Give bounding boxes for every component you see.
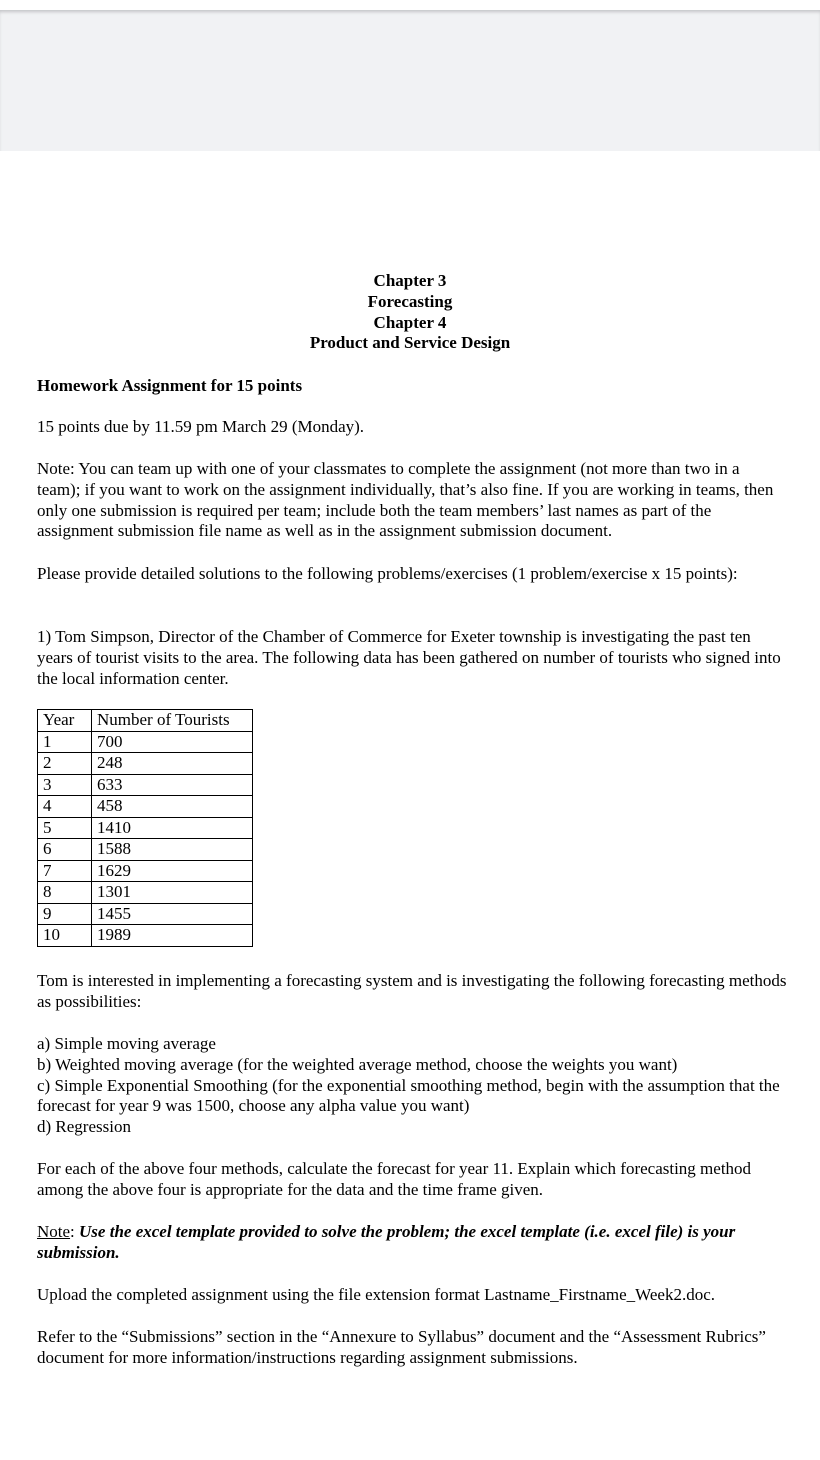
year-cell: 2 bbox=[38, 753, 92, 775]
table-row bbox=[38, 817, 253, 839]
table-row bbox=[38, 753, 253, 775]
tourist-data-table bbox=[37, 709, 253, 947]
table-row bbox=[38, 796, 253, 818]
year-cell: 6 bbox=[38, 839, 92, 861]
team-note: Note: You can team up with one of your classmates to complete the assignment (not more than two in a team); if you want to work on the assignment individually, that’s also fine. If you are working in teams, then only one submission is required per team; include both the team members’ last names as part of the assignment submission file name as well as in the assignment submission document. bbox=[37, 459, 774, 541]
table-row bbox=[38, 860, 253, 882]
method-item: c) Simple Exponential Smoothing (for the exponential smoothing method, begin with the assumption that the forecast for year 9 was 1500, choose any alpha value you want) bbox=[37, 1075, 780, 1116]
tourists-cell: 1301 bbox=[92, 882, 253, 904]
assignment-title: Homework Assignment for 15 points bbox=[37, 376, 303, 395]
year-cell: 4 bbox=[38, 796, 92, 818]
problem-statement: 1) Tom Simpson, Director of the Chamber of Commerce for Exeter township is investigating the past ten years of tourist visits to the area. The following data has been gathered on number of tourists who signed into the local information center. bbox=[37, 627, 781, 688]
method-item: a) Simple moving average bbox=[37, 1034, 216, 1053]
method-item: b) Weighted moving average (for the weighted average method, choose the weights you want) bbox=[37, 1054, 678, 1074]
table-row bbox=[38, 882, 253, 904]
header-line: Chapter 3 bbox=[373, 271, 447, 290]
tourists-cell: 700 bbox=[92, 731, 253, 753]
table-row bbox=[38, 839, 253, 861]
year-cell: 3 bbox=[38, 774, 92, 796]
table-header-row bbox=[38, 710, 253, 732]
header-line: Forecasting bbox=[367, 291, 453, 311]
table-row bbox=[38, 731, 253, 753]
viewer-toolbar-area bbox=[0, 10, 820, 151]
header-line: Product and Service Design bbox=[309, 333, 511, 353]
methods-list bbox=[37, 1034, 787, 1138]
due-date: 15 points due by 11.59 pm March 29 (Monday). bbox=[37, 417, 365, 436]
document-header bbox=[0, 271, 820, 354]
tourists-cell: 1629 bbox=[92, 860, 253, 882]
excel-note-text: Use the excel template provided to solve the problem; the excel template (i.e. excel file) is your submission. bbox=[37, 1222, 736, 1262]
task: For each of the above four methods, calculate the forecast for year 11. Explain which forecasting method among the above four is appropriate for the data and the time frame given. bbox=[37, 1159, 752, 1199]
year-cell: 1 bbox=[38, 731, 92, 753]
tourists-cell: 1410 bbox=[92, 817, 253, 839]
excel-note-label: Note bbox=[37, 1222, 71, 1241]
year-cell: 5 bbox=[38, 817, 92, 839]
table-row bbox=[38, 925, 253, 947]
year-cell: 7 bbox=[38, 860, 92, 882]
refer-instructions: Refer to the “Submissions” section in the “Annexure to Syllabus” document and the “Assessment Rubrics” document for more information/instructions regarding assignment submissions. bbox=[37, 1327, 766, 1367]
methods-intro: Tom is interested in implementing a forecasting system and is investigating the following forecasting methods as possibilities: bbox=[37, 971, 787, 1011]
table-row bbox=[38, 903, 253, 925]
table-row bbox=[38, 774, 253, 796]
method-item: d) Regression bbox=[37, 1117, 131, 1137]
header-line: Chapter 4 bbox=[373, 312, 447, 332]
year-cell: 8 bbox=[38, 882, 92, 904]
tourists-cell: 248 bbox=[92, 753, 253, 775]
year-cell: 9 bbox=[38, 903, 92, 925]
column-header: Year bbox=[38, 710, 92, 732]
upload-instructions: Upload the completed assignment using the file extension format Lastname_Firstname_Week2.doc. bbox=[37, 1285, 715, 1304]
tourists-cell: 1588 bbox=[92, 839, 253, 861]
tourists-cell: 1989 bbox=[92, 925, 253, 947]
tourists-cell: 633 bbox=[92, 774, 253, 796]
year-cell: 10 bbox=[38, 925, 92, 947]
column-header: Number of Tourists bbox=[92, 710, 253, 732]
tourists-cell: 458 bbox=[92, 796, 253, 818]
excel-note: Note: Use the excel template provided to solve the problem; the excel template (i.e. excel file) is your submission. bbox=[37, 1222, 736, 1262]
tourists-cell: 1455 bbox=[92, 903, 253, 925]
instructions: Please provide detailed solutions to the following problems/exercises (1 problem/exercise x 15 points): bbox=[37, 564, 738, 583]
